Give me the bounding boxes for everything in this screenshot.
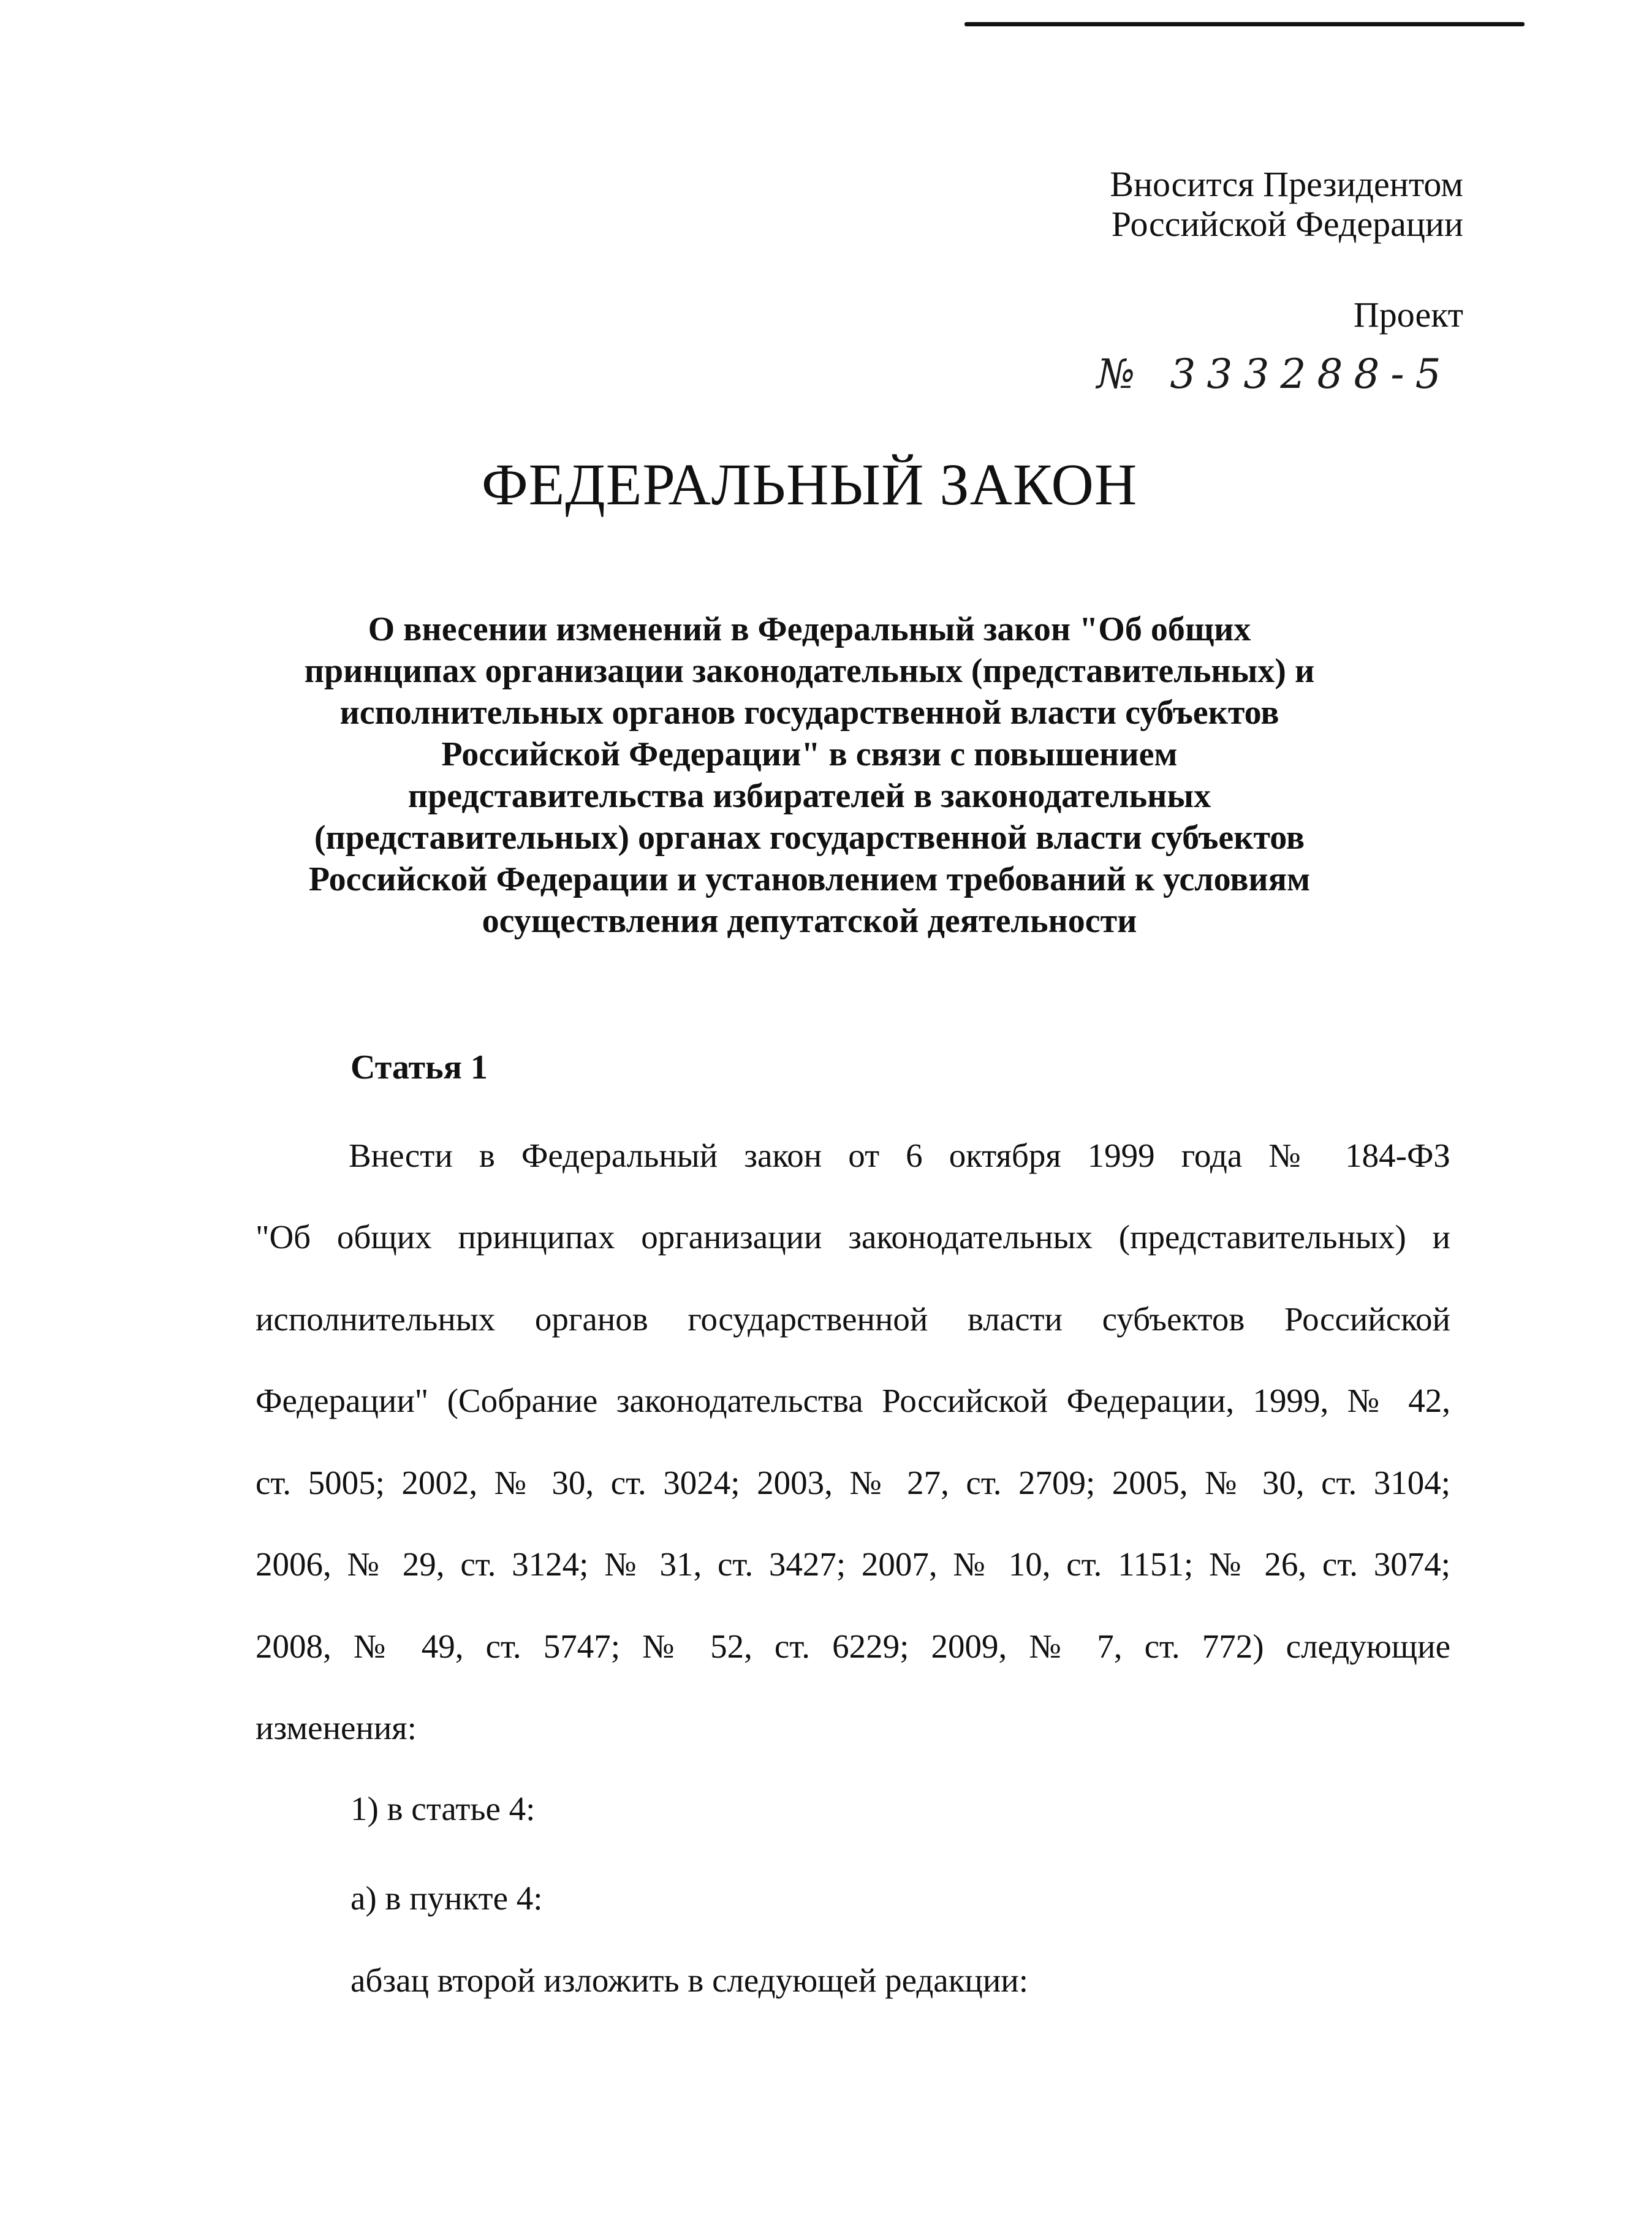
subtitle-line: (представительных) органах государственной власти субъектов — [314, 819, 1305, 857]
subtitle-line: Российской Федерации" в связи с повышением — [441, 735, 1178, 773]
body-line: "Об общих принципах организации законодательных (представительных) и — [256, 1218, 1450, 1256]
subtitle-line: Российской Федерации и установлением требований к условиям — [308, 860, 1311, 898]
subtitle-line: осуществления депутатской деятельности — [482, 902, 1137, 940]
subtitle-line: представительства избирателей в законодательных — [407, 777, 1211, 815]
list-item: абзац второй изложить в следующей редакции: — [350, 1962, 1029, 1999]
top-rule — [964, 22, 1525, 26]
list-item: а) в пункте 4: — [350, 1879, 543, 1917]
subtitle-line: принципах организации законодательных (представительных) и — [304, 652, 1315, 690]
body-line: 2008, № 49, ст. 5747; № 52, ст. 6229; 2009, № 7, ст. 772) следующие — [256, 1628, 1450, 1665]
body-line: 2006, № 29, ст. 3124; № 31, ст. 3427; 2007, № 10, ст. 1151; № 26, ст. 3074; — [256, 1545, 1450, 1583]
body-line: ст. 5005; 2002, № 30, ст. 3024; 2003, № 27, ст. 2709; 2005, № 30, ст. 3104; — [256, 1464, 1450, 1501]
body-line: Внести в Федеральный закон от 6 октября 1999 года № 184-ФЗ — [349, 1137, 1450, 1174]
subtitle-line: исполнительных органов государственной власти субъектов — [339, 694, 1279, 732]
list-item: 1) в статье 4: — [350, 1790, 536, 1827]
body-line: исполнительных органов государственной власти субъектов Российской — [256, 1300, 1450, 1338]
draft-label: Проект — [1353, 295, 1463, 335]
body-line: Федерации" (Собрание законодательства Российской Федерации, 1999, № 42, — [256, 1382, 1450, 1419]
subtitle-line: О внесении изменений в Федеральный закон "Об общих — [368, 610, 1251, 648]
submitted-by-line-2: Российской Федерации — [1111, 204, 1463, 244]
body-line: изменения: — [256, 1709, 417, 1746]
document-title: ФЕДЕРАЛЬНЫЙ ЗАКОН — [481, 452, 1138, 517]
handwritten-registration-number: № 333288-5 — [1097, 351, 1452, 398]
article-heading: Статья 1 — [350, 1048, 488, 1086]
submitted-by-line-1: Вносится Президентом — [1110, 164, 1463, 204]
